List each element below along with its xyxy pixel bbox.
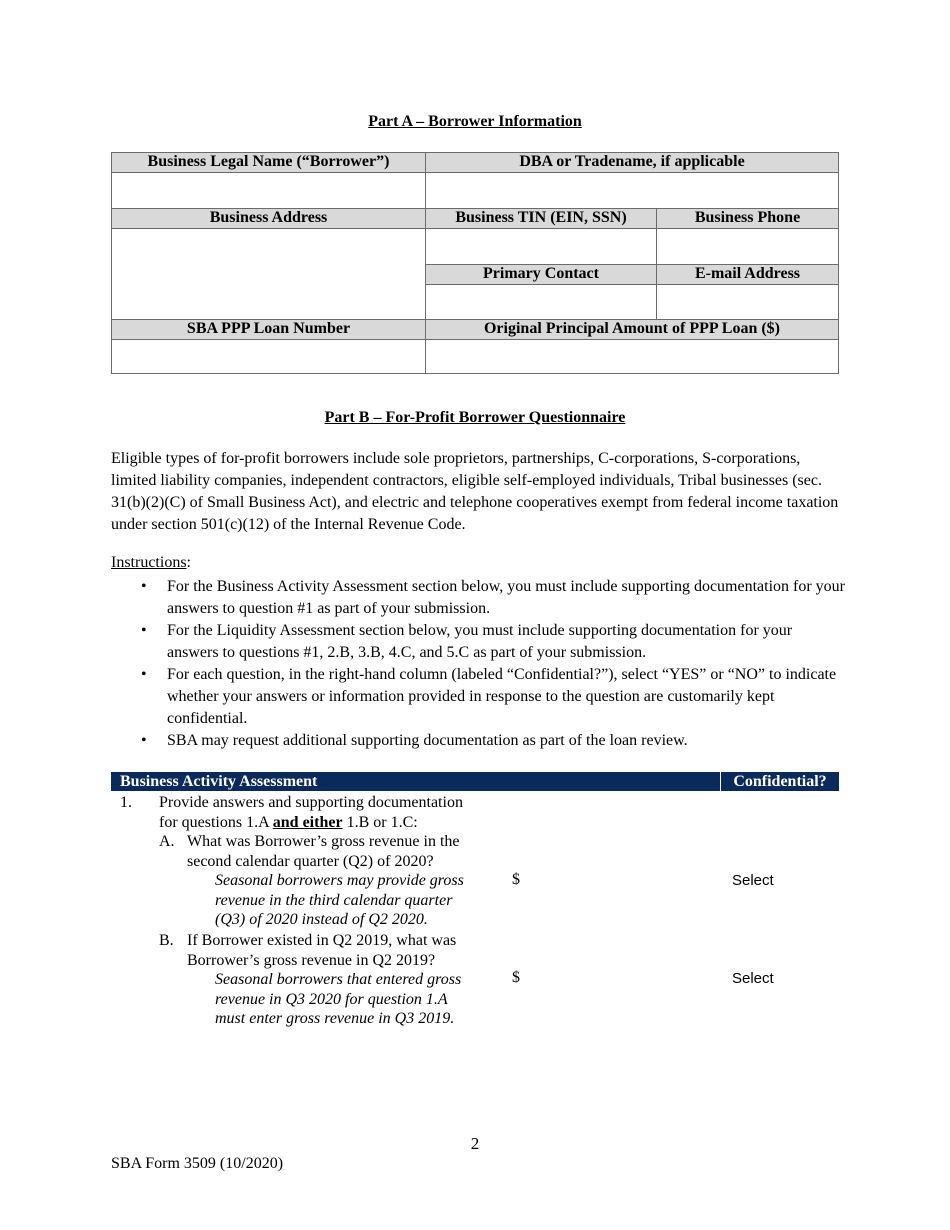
question-1a-text: What was Borrower’s gross revenue in the [187,833,460,850]
list-item: • For each question, in the right-hand column (labeled “Confidential?”), select “YES” or “NO” to indicate whether your answers or information provided in response to the question are customarily kept confidential. [141,666,837,727]
eligibility-paragraph: Eligible types of for-profit borrowers include sole proprietors, partnerships, C-corporations, S-corporations, limited liability companies, independent contractors, eligible self-employed individuals, Tribal businesses (sec. 31(b)(2)(C) of Small Business Act), and electric and telephone cooperatives exempt from federal income taxation under section 501(c)(12) of the Internal Revenue Code. [111,450,839,533]
business-legal-name-field[interactable] [111,172,426,209]
question-1-text: Provide answers and supporting documentation [159,794,463,811]
question-1a-note-line3: (Q3) of 2020 instead of Q2 2020. [215,911,428,928]
principal-amount-header: Original Principal Amount of PPP Loan ($) [425,319,839,340]
loan-number-header: SBA PPP Loan Number [111,319,426,340]
borrower-info-table [111,152,839,374]
business-phone-header: Business Phone [656,208,839,229]
business-phone-field[interactable] [656,228,839,265]
bullet-icon: • [141,666,147,683]
business-activity-title: Business Activity Assessment [120,773,318,790]
business-activity-header [111,772,839,791]
bullet-icon: • [141,622,147,639]
dba-header: DBA or Tradename, if applicable [425,152,839,173]
business-legal-name-header: Business Legal Name (“Borrower”) [111,152,426,173]
question-1b-dollar-sign: $ [512,969,520,986]
loan-number-field[interactable] [111,339,426,374]
primary-contact-header: Primary Contact [425,264,657,285]
question-1a-dollar-sign: $ [512,871,520,888]
instructions-list [111,576,846,752]
question-1b-letter: B. [159,932,174,949]
bullet-icon: • [141,732,147,749]
question-1b-note-line2: revenue in Q3 2020 for question 1.A [215,990,448,1008]
email-header: E-mail Address [656,264,839,285]
business-tin-header: Business TIN (EIN, SSN) [425,208,657,229]
bullet-icon: • [141,578,147,595]
business-tin-field[interactable] [425,228,657,265]
part-b-title: Part B – For-Profit Borrower Questionnaire [324,409,626,426]
business-address-field[interactable] [111,228,426,320]
question-1b-confidential-select[interactable]: Select [732,970,774,987]
question-1b-revenue-input[interactable] [526,969,706,989]
question-1b-note: Seasonal borrowers that entered gross [215,971,462,988]
instructions-heading: Instructions: [111,554,191,571]
dba-field[interactable] [425,172,839,209]
question-1b-note-line3: must enter gross revenue in Q3 2019. [215,1010,455,1027]
question-1-number: 1. [120,794,132,811]
part-a-title: Part A – Borrower Information [368,113,582,130]
page-number: 2 [470,1134,480,1153]
form-footer: SBA Form 3509 (10/2020) [111,1155,284,1172]
question-1b-text: If Borrower existed in Q2 2019, what was [187,932,457,949]
question-1a-note: Seasonal borrowers may provide gross [215,872,464,889]
question-1a-revenue-input[interactable] [526,871,706,891]
list-item: • For the Liquidity Assessment section below, you must include supporting documentation for your answers to questions #1, 2.B, 3.B, 4.C, and 5.C as part of your submission. [141,622,793,661]
primary-contact-field[interactable] [425,284,657,320]
principal-amount-field[interactable] [425,339,839,374]
email-field[interactable] [656,284,839,320]
confidential-header: Confidential? [720,772,839,791]
list-item: • SBA may request additional supporting documentation as part of the loan review. [111,730,846,752]
question-1a-text-line2: second calendar quarter (Q2) of 2020? [187,852,434,870]
question-1a-confidential-select[interactable]: Select [732,872,774,889]
list-item: • For the Business Activity Assessment section below, you must include supporting documentation for your answers to question #1 as part of your submission. [141,578,846,617]
question-1a-note-line2: revenue in the third calendar quarter [215,891,453,909]
question-1a-letter: A. [159,833,175,850]
business-address-header: Business Address [111,208,426,229]
question-1-text-line2: for questions 1.A and either 1.B or 1.C: [159,813,418,831]
question-1b-text-line2: Borrower’s gross revenue in Q2 2019? [187,951,436,969]
